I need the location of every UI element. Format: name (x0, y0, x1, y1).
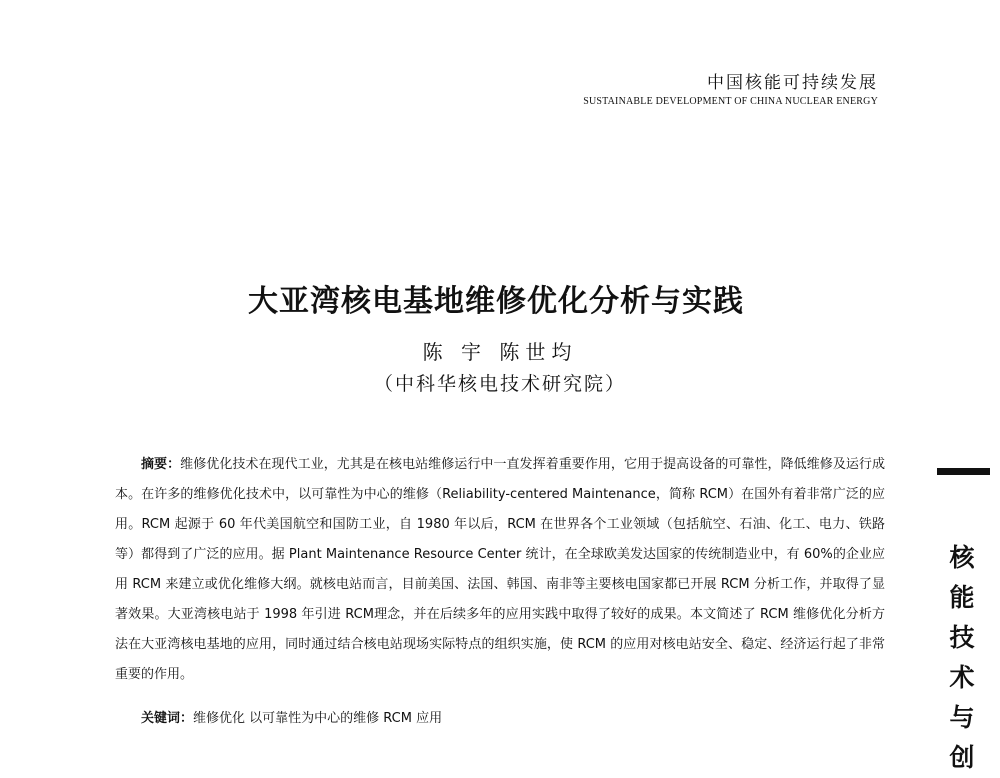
title-block (0, 282, 1000, 398)
side-char: 术 (949, 663, 975, 692)
abstract-text: 维修优化技术在现代工业，尤其是在核电站维修运行中一直发挥着重要作用，它用于提高设备的可靠性，降低维修及运行成本。在许多的维修优化技术中，以可靠性为中心的维修（Reliability-centered Maintenance，简称 RCM）在国外有着非常广泛的应用。RCM 起源于 60 年代美国航空和国防工业，自 1980 年以后，RCM 在世界各个工业领域（包括航空、石油、化工、电力、铁路等）都得到了广泛的应用。据 Plant Maintenance Resource Center 统计，在全球欧美发达国家的传统制造业中，有 60%的企业应用 RCM 来建立或优化维修大纲。就核电站而言，目前美国、法国、韩国、南非等主要核电国家都已开展 RCM 分析工作，并取得了显著效果。大亚湾核电站于 1998 年引进 RCM理念，并在后续多年的应用实践中取得了较好的成果。本文简述了 RCM 维修优化分析方法在大亚湾核电基地的应用，同时通过结合核电站现场实际特点的组织实施，使 RCM 的应用对核电站安全、稳定、经济运行起了非常重要的作用。 (115, 457, 885, 682)
side-char: 与 (949, 703, 975, 732)
side-char: 创 (949, 743, 975, 772)
abstract-paragraph (115, 450, 885, 690)
keywords-text: 维修优化 以可靠性为中心的维修 RCM 应用 (193, 711, 443, 726)
side-divider-bar (937, 468, 990, 475)
affiliation: （中科华核电技术研究院） (373, 373, 626, 395)
paper-title: 大亚湾核电基地维修优化分析与实践 (248, 284, 744, 319)
side-char: 能 (949, 583, 975, 612)
abstract-label: 摘要： (141, 457, 181, 472)
side-char: 技 (949, 623, 975, 652)
authors: 陈 宇 陈世均 (422, 340, 578, 364)
keywords-line (141, 704, 885, 734)
journal-name-en: SUSTAINABLE DEVELOPMENT OF CHINA NUCLEAR ENERGY (583, 96, 878, 107)
journal-name-cn: 中国核能可持续发展 (707, 73, 878, 93)
keywords-label: 关键词： (141, 711, 194, 726)
journal-header (583, 72, 878, 108)
side-column-label (942, 538, 982, 778)
side-char: 核 (949, 543, 975, 572)
